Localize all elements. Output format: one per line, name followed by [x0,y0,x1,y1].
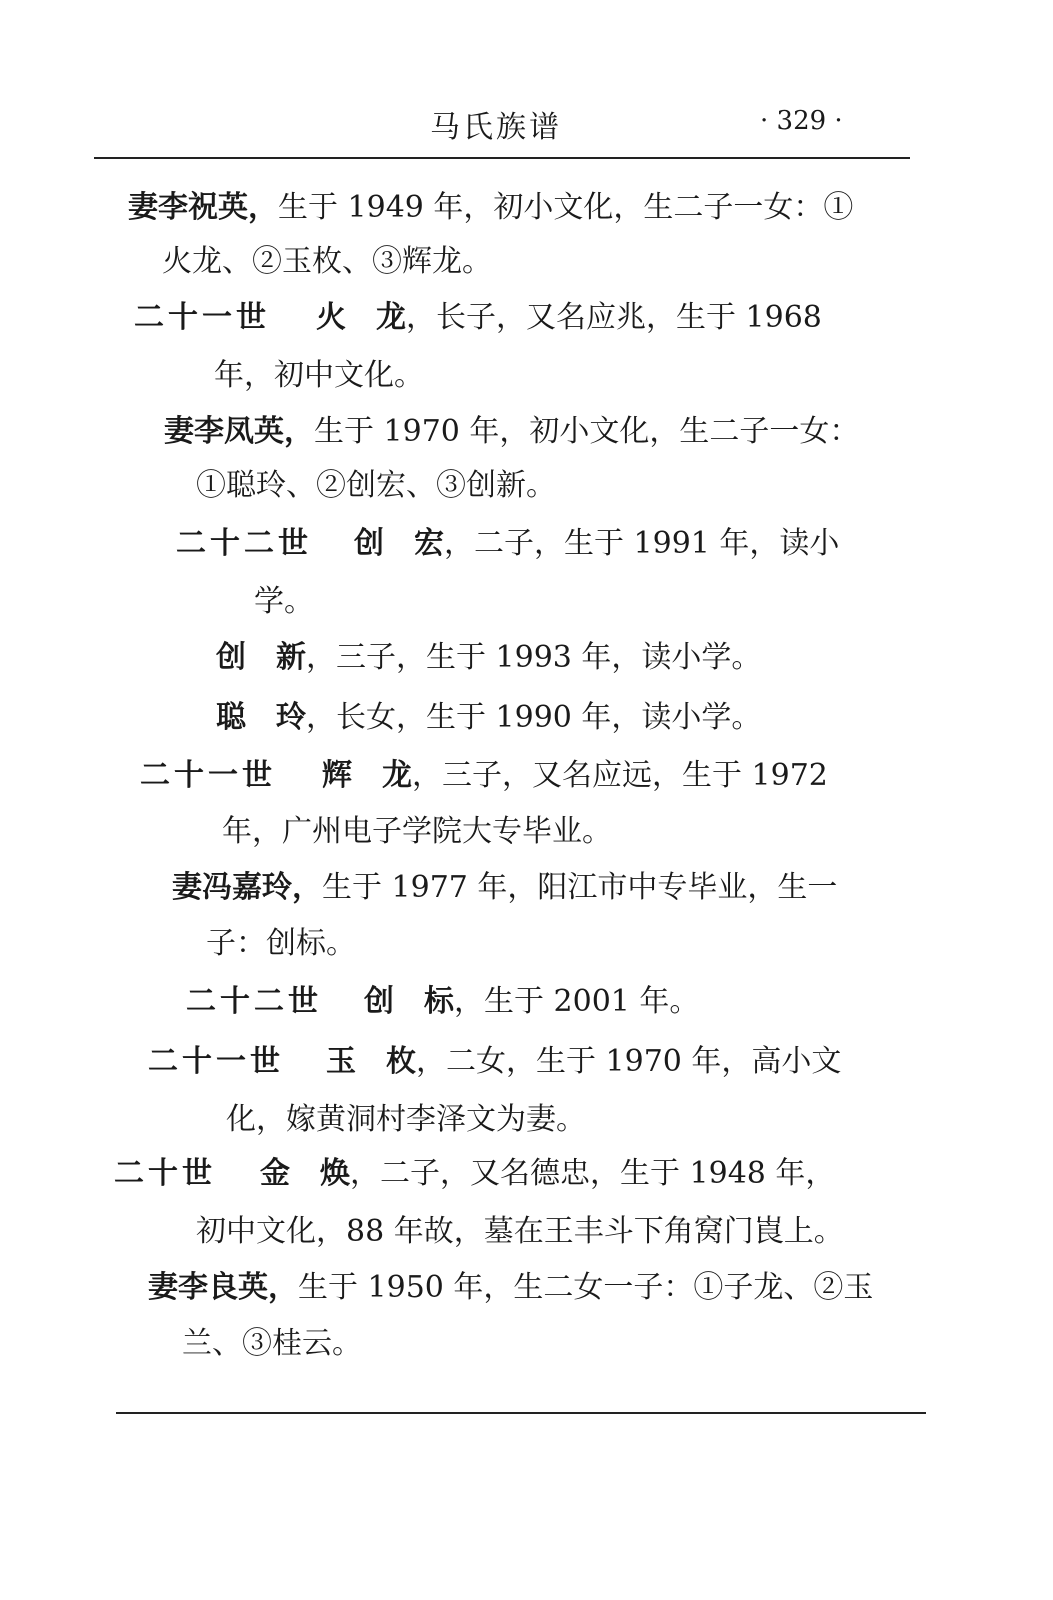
entry-line [128,188,853,228]
wife-name: 妻冯嘉玲， [172,870,322,905]
entry-text: ，二子，生于 1991 年，读小 [444,526,840,561]
entry-line-continued [162,242,492,282]
entry-line-continued [196,466,556,506]
entry-text: 初中文化，88 年故，墓在王丰斗下角窝门崀上。 [196,1214,844,1249]
entry-line [176,524,839,564]
person-name: 创 宏 [354,526,444,561]
person-name: 金 焕 [260,1156,350,1191]
generation-label: 二十一世 [148,1044,284,1079]
entry-text: 生于 1950 年，生二女一子：①子龙、②玉 [298,1270,874,1305]
header-rule [94,157,910,159]
entry-line [172,868,837,908]
wife-name: 妻李祝英， [128,190,278,225]
entry-text: ，二女，生于 1970 年，高小文 [416,1044,842,1079]
person-name: 创 新 [216,640,306,675]
person-name: 创 标 [364,984,454,1019]
entry-line [148,1268,873,1308]
entry-text: ，长女，生于 1990 年，读小学。 [306,700,762,735]
entry-line [134,298,822,338]
entry-text: ，三子，又名应远，生于 1972 [412,758,828,793]
entry-line-continued [206,924,356,964]
entry-text: 兰、③桂云。 [182,1326,362,1361]
wife-name: 妻李良英， [148,1270,298,1305]
entry-line-continued [214,356,424,396]
entry-line-continued [226,1100,586,1140]
entry-line [216,638,761,678]
entry-line [114,1154,835,1194]
entry-line-continued [196,1212,844,1252]
wife-name: 妻李凤英， [164,414,314,449]
person-name: 辉 龙 [322,758,412,793]
running-header-title: 马氏族谱 [430,110,562,145]
entry-line [216,698,761,738]
footer-rule [116,1412,926,1414]
entry-text: 火龙、②玉枚、③辉龙。 [162,244,492,279]
entry-text: 学。 [254,584,314,619]
entry-line-continued [254,582,314,622]
entry-line-continued [182,1324,362,1364]
entry-line [186,982,699,1022]
entry-text: 化，嫁黄洞村李泽文为妻。 [226,1102,586,1137]
entry-text: ，二子，又名德忠，生于 1948 年， [350,1156,836,1191]
entry-text: ，生于 2001 年。 [454,984,700,1019]
generation-label: 二十世 [114,1156,216,1191]
entry-line-continued [222,812,612,852]
person-name: 聪 玲 [216,700,306,735]
entry-text: 生于 1977 年，阳江市中专毕业，生一 [322,870,838,905]
entry-line [148,1042,841,1082]
person-name: 火 龙 [316,300,406,335]
entry-text: ①聪玲、②创宏、③创新。 [196,468,556,503]
entry-text: 生于 1949 年，初小文化，生二子一女：① [278,190,854,225]
generation-label: 二十二世 [176,526,312,561]
entry-line [164,412,859,452]
entry-text: 年，广州电子学院大专毕业。 [222,814,612,849]
entry-text: 年，初中文化。 [214,358,424,393]
entry-text: 子：创标。 [206,926,356,961]
generation-label: 二十一世 [134,300,270,335]
generation-label: 二十二世 [186,984,322,1019]
entry-text: 生于 1970 年，初小文化，生二子一女： [314,414,860,449]
entry-text: ，三子，生于 1993 年，读小学。 [306,640,762,675]
generation-label: 二十一世 [140,758,276,793]
entry-line [140,756,828,796]
person-name: 玉 枚 [326,1044,416,1079]
entry-text: ，长子，又名应兆，生于 1968 [406,300,822,335]
page-number: · 329 · [760,106,843,136]
